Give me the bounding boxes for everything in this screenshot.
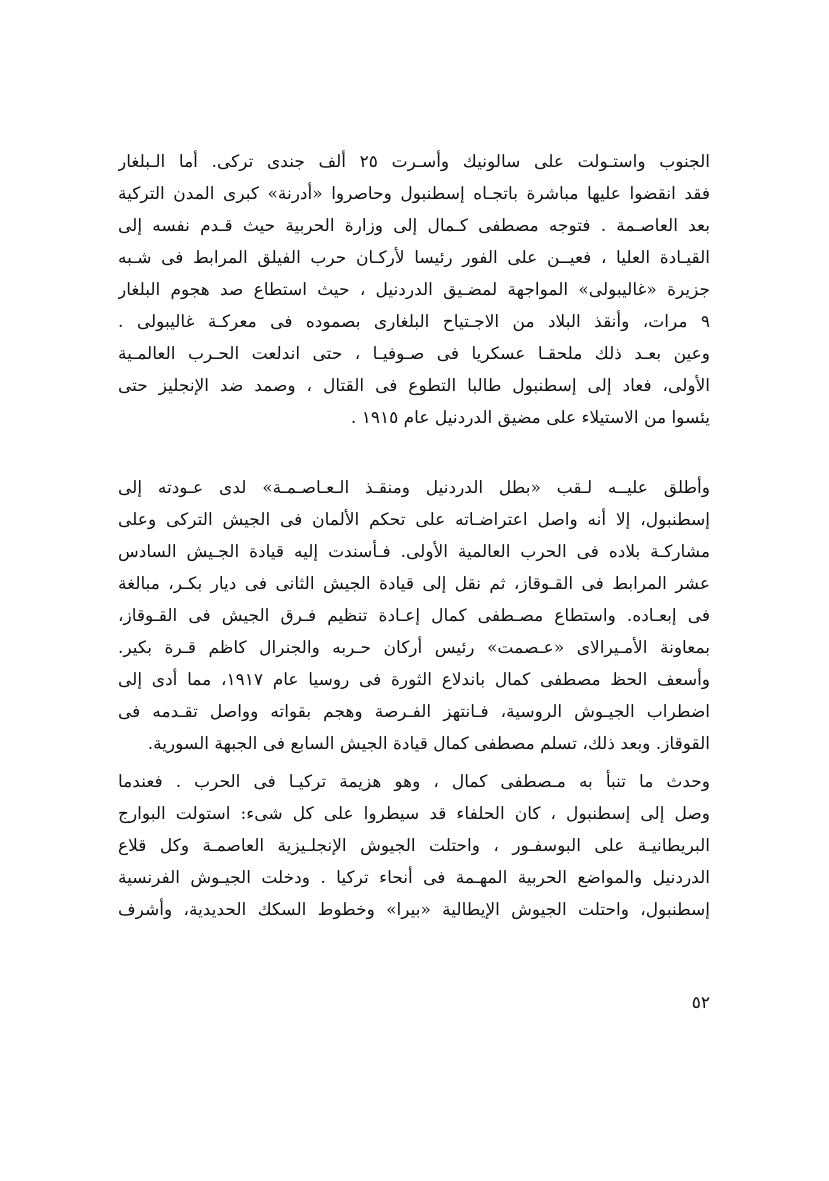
paragraph-line: وأسعف الحظ مصطفى كمال باندلاع الثورة فى روسيا عام ١٩١٧، مما أدى إلى xyxy=(118,670,710,690)
paragraph-line: يئسوا من الاستيلاء على مضيق الدردنيل عام ١٩١٥ . xyxy=(350,408,710,428)
paragraph-2 xyxy=(118,472,710,760)
paragraph-line: القوقاز. وبعد ذلك، تسلم مصطفى كمال قيادة الجيش السابع فى الجبهة السورية. xyxy=(147,734,710,754)
paragraph-line: ٩ مرات، وأنقذ البلاد من الاجـتياح البلغارى بصموده فى معركـة غاليبولى . xyxy=(118,312,710,332)
paragraph-line: جزيرة «غاليبولى» المواجهة لمضـيق الدردنيل ، حيث استطاع صد هجوم البلغار xyxy=(118,280,710,300)
paragraph-line: بعد العاصـمة . فتوجه مصطفى كـمال إلى وزارة الحربية حيث قـدم نفسه إلى xyxy=(118,216,710,236)
paragraph-line: اضطراب الجيـوش الروسية، فـانتهز الفـرصة وهجم بقواته وواصل تقـدمه فى xyxy=(118,702,710,722)
paragraph-line: عشر المرابط فى القـوقاز، ثم نقل إلى قيادة الجيش الثانى فى ديار بكـر، مبالغة xyxy=(118,574,710,594)
paragraph-line: بمعاونة الأمـيرالاى «عـصمت» رئيس أركان حـربه والجنرال كاظم قـرة بكير. xyxy=(118,638,710,658)
paragraph-line: فى إبعـاده. واستطاع مصـطفى كمال إعـادة تنظيم فـرق الجيش فى القـوقاز، xyxy=(118,606,710,626)
paragraph-line: الدردنيل والمواضع الحربية المهـمة فى أنحاء تركيا . ودخلت الجيـوش الفرنسية xyxy=(118,868,710,888)
paragraph-line: الأولى، فعاد إلى إسطنبول طالبا التطوع فى القتال ، وصمد ضد الإنجليز حتى xyxy=(118,376,710,396)
paragraph-line: البريطانيـة على البوسفـور ، واحتلت الجيوش الإنجلـيزية العاصمـة وكل قلاع xyxy=(118,836,710,856)
paragraph-line: فقد انقضوا عليها مباشرة باتجـاه إسطنبول وحاصروا «أدرنة» كبرى المدن التركية xyxy=(118,184,710,204)
paragraph-line: إسطنبول، واحتلت الجيوش الإيطالية «بيرا» وخطوط السكك الحديدية، وأشرف xyxy=(118,900,710,920)
paragraph-1 xyxy=(118,146,710,434)
paragraph-line: إسطنبول، إلا أنه واصل اعتراضـاته على تحكم الألمان فى الجيش التركى وعلى xyxy=(118,510,710,530)
paragraph-line: وحدث ما تنبأ به مـصطفى كمال ، وهو هزيمة تركيـا فى الحرب . فعندما xyxy=(118,772,710,792)
paragraph-3 xyxy=(118,766,710,926)
paragraph-line: الجنوب واستـولت على سالونيك وأسـرت ٢٥ ألف جندى تركى. أما الـبلغار xyxy=(118,152,710,172)
paragraph-line: مشاركـة بلاده فى الحرب العالمية الأولى. فـأسندت إليه قيادة الجـيش السادس xyxy=(118,542,710,562)
paragraph-line: القيـادة العليا ، فعيــن على الفور رئيسا لأركـان حرب الفيلق المرابط فى شـبه xyxy=(118,248,710,268)
paragraph-line: وأطلق عليــه لـقب «بطل الدردنيل ومنقـذ الـعـاصـمـة» لدى عـودته إلى xyxy=(118,478,710,498)
paragraph-line: وصل إلى إسطنبول ، كان الحلفاء قد سيطروا على كل شىء: استولت البوارج xyxy=(118,804,710,824)
page-number: ٥٢ xyxy=(691,993,710,1013)
paragraph-line: وعين بعـد ذلك ملحقـا عسكريا فى صـوفيـا ، حتى اندلعت الحـرب العالمـية xyxy=(118,344,710,364)
